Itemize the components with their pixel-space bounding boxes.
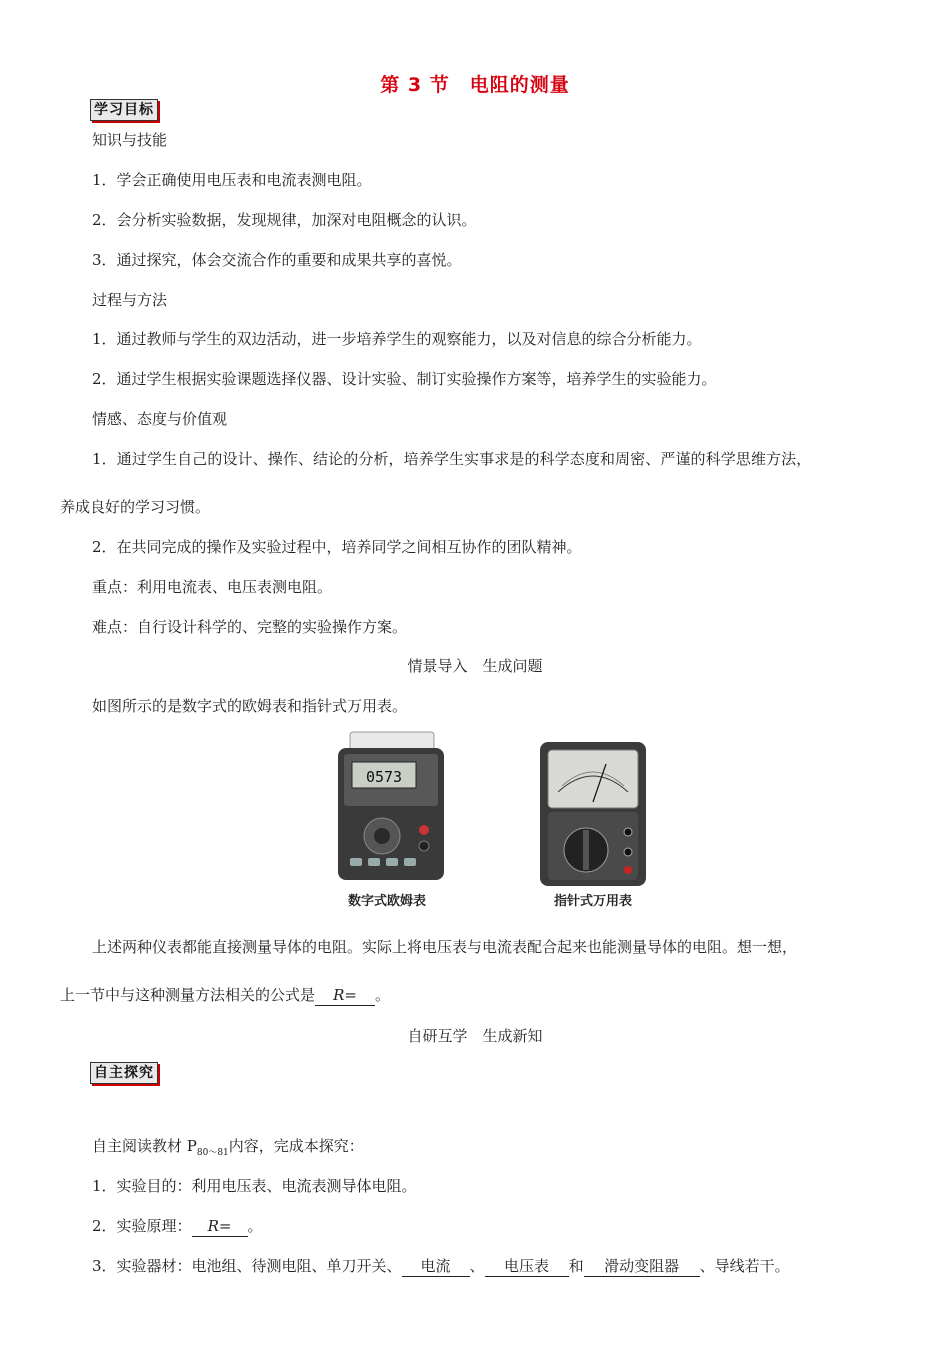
emotion-item-1b: 养成良好的学习习惯。 xyxy=(60,498,211,516)
rheostat-blank[interactable]: 滑动变阻器 xyxy=(584,1256,700,1277)
self-explore-badge: 自主探究 xyxy=(90,1062,158,1084)
learning-goals-badge: 学习目标 xyxy=(90,99,158,121)
intro-paragraph-b xyxy=(60,985,390,1006)
reading-prefix: 自主阅读教材 P xyxy=(92,1137,197,1155)
principle-blank[interactable] xyxy=(192,1216,248,1237)
knowledge-heading: 知识与技能 xyxy=(92,131,168,149)
equipment-sep: 、 xyxy=(469,1257,485,1275)
principle-end: 。 xyxy=(247,1217,263,1235)
process-item-2: 2．通过学生根据实验课题选择仪器、设计实验、制订实验操作方案等，培养学生的实验能力。 xyxy=(92,370,717,388)
knowledge-item-1: 1．学会正确使用电压表和电流表测电阻。 xyxy=(92,171,372,189)
knowledge-item-2: 2．会分析实验数据，发现规律，加深对电阻概念的认识。 xyxy=(92,211,477,229)
intro-heading: 情景导入 生成问题 xyxy=(407,657,543,675)
intro-line: 如图所示的是数字式的欧姆表和指针式万用表。 xyxy=(92,697,408,715)
emotion-item-1a: 1．通过学生自己的设计、操作、结论的分析，培养学生实事求是的科学态度和周密、严谨的科学思维方法， xyxy=(92,450,812,468)
principle-label: 2．实验原理： xyxy=(92,1217,192,1235)
process-item-1: 1．通过教师与学生的双边活动，进一步培养学生的观察能力，以及对信息的综合分析能力。 xyxy=(92,330,702,348)
self-study-heading: 自研互学 生成新知 xyxy=(407,1027,543,1045)
equipment-and: 和 xyxy=(568,1257,584,1275)
experiment-purpose: 1．实验目的：利用电压表、电流表测导体电阻。 xyxy=(92,1177,417,1195)
experiment-principle xyxy=(92,1216,263,1237)
reading-suffix: 内容，完成本探究： xyxy=(228,1137,364,1155)
formula-blank[interactable] xyxy=(315,985,375,1006)
current-meter-blank[interactable]: 电流 xyxy=(402,1256,470,1277)
knowledge-item-3: 3．通过探究，体会交流合作的重要和成果共享的喜悦。 xyxy=(92,251,462,269)
principle-answer: R= xyxy=(207,1217,232,1235)
analog-multimeter-image xyxy=(536,740,650,888)
digital-ohmmeter-image xyxy=(332,730,450,886)
experiment-equipment xyxy=(92,1256,790,1277)
difficulty: 难点：自行设计科学的、完整的实验操作方案。 xyxy=(92,618,408,636)
voltmeter-blank[interactable]: 电压表 xyxy=(485,1256,569,1277)
equipment-prefix: 3．实验器材：电池组、待测电阻、单刀开关、 xyxy=(92,1257,402,1275)
formula-end: 。 xyxy=(375,986,391,1004)
display-reading: 0573 xyxy=(365,768,403,786)
caption-digital-ohmmeter: 数字式欧姆表 xyxy=(348,894,427,909)
emotion-heading: 情感、态度与价值观 xyxy=(92,410,228,428)
equipment-suffix: 、导线若干。 xyxy=(699,1257,790,1275)
reading-instruction xyxy=(92,1136,364,1163)
process-heading: 过程与方法 xyxy=(92,291,168,309)
formula-prompt: 上一节中与这种测量方法相关的公式是 xyxy=(60,986,316,1004)
intro-paragraph-a: 上述两种仪表都能直接测量导体的电阻。实际上将电压表与电流表配合起来也能测量导体的电阻。想一想， xyxy=(92,938,798,956)
caption-analog-multimeter: 指针式万用表 xyxy=(554,894,633,909)
page-title: 第 3 节 电阻的测量 xyxy=(380,74,570,96)
emotion-item-2: 2．在共同完成的操作及实验过程中，培养同学之间相互协作的团队精神。 xyxy=(92,538,582,556)
reading-pages: 80～81 xyxy=(196,1148,229,1158)
formula-answer: R= xyxy=(333,986,357,1004)
key-point: 重点：利用电流表、电压表测电阻。 xyxy=(92,578,333,596)
